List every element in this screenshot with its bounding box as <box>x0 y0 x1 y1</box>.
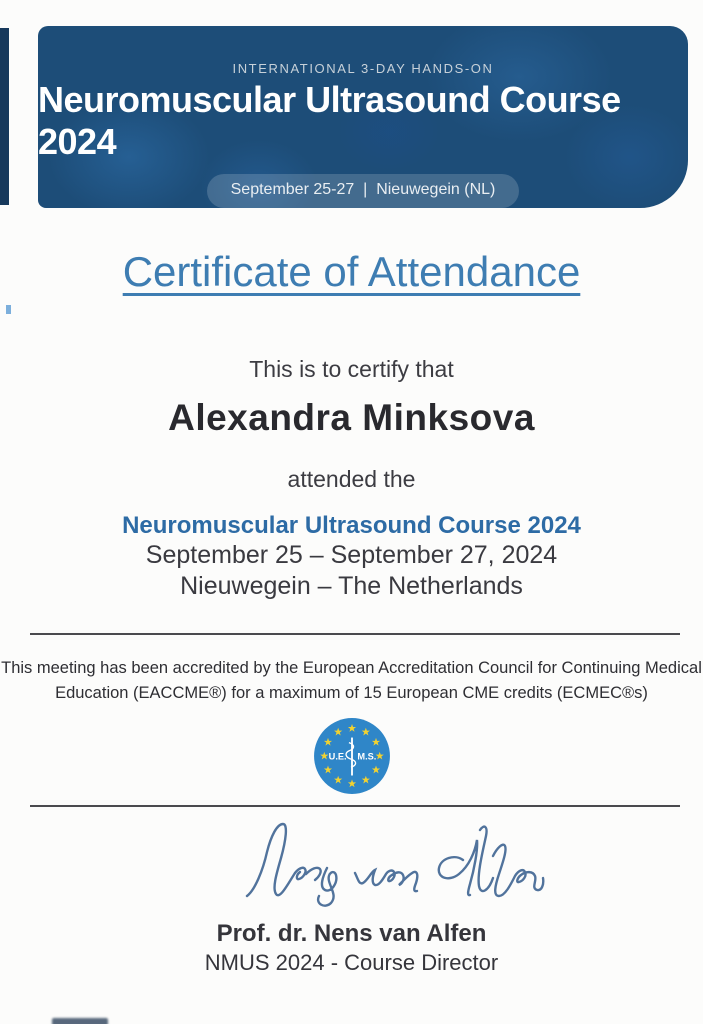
scan-speck-artifact <box>6 305 11 314</box>
course-title: Neuromuscular Ultrasound Course 2024 <box>122 512 581 539</box>
accreditation-line-2: Education (EACCME®) for a maximum of 15 European CME credits (ECMEC®s) <box>55 683 648 702</box>
divider-line-bottom <box>30 805 680 807</box>
signature-block <box>225 816 545 916</box>
certificate-title: Certificate of Attendance <box>122 248 581 295</box>
banner-kicker: INTERNATIONAL 3-DAY HANDS-ON <box>232 61 494 76</box>
uems-logo-graphic <box>312 716 392 796</box>
uems-left-label: U.E. <box>328 751 347 762</box>
signer-name: Prof. dr. Nens van Alfen <box>216 920 487 947</box>
attendee-name: Alexandra Minksova <box>168 397 535 438</box>
course-details <box>0 511 703 601</box>
banner-course-title: Neuromuscular Ultrasound Course 2024 <box>38 79 621 162</box>
uems-logo <box>312 716 392 801</box>
signature-handwriting <box>225 816 545 911</box>
scan-bottom-artifact <box>52 1018 108 1024</box>
attended-line: attended the <box>287 466 416 492</box>
course-dates: September 25 – September 27, 2024 <box>145 541 558 570</box>
certify-line: This is to certify that <box>249 356 454 382</box>
accreditation-statement <box>0 656 703 706</box>
accreditation-line-1: This meeting has been accredited by the European Accreditation Council for Continuing Medical <box>1 659 702 677</box>
course-location: Nieuwegein – The Netherlands <box>180 571 523 600</box>
banner-date-location-pill: September 25-27 | Nieuwegein (NL) <box>207 174 520 208</box>
course-banner <box>38 26 688 208</box>
divider-line-top <box>30 633 680 635</box>
signer-role: NMUS 2024 - Course Director <box>204 950 499 975</box>
scan-edge-artifact <box>0 28 9 205</box>
uems-right-label: M.S. <box>356 751 376 762</box>
